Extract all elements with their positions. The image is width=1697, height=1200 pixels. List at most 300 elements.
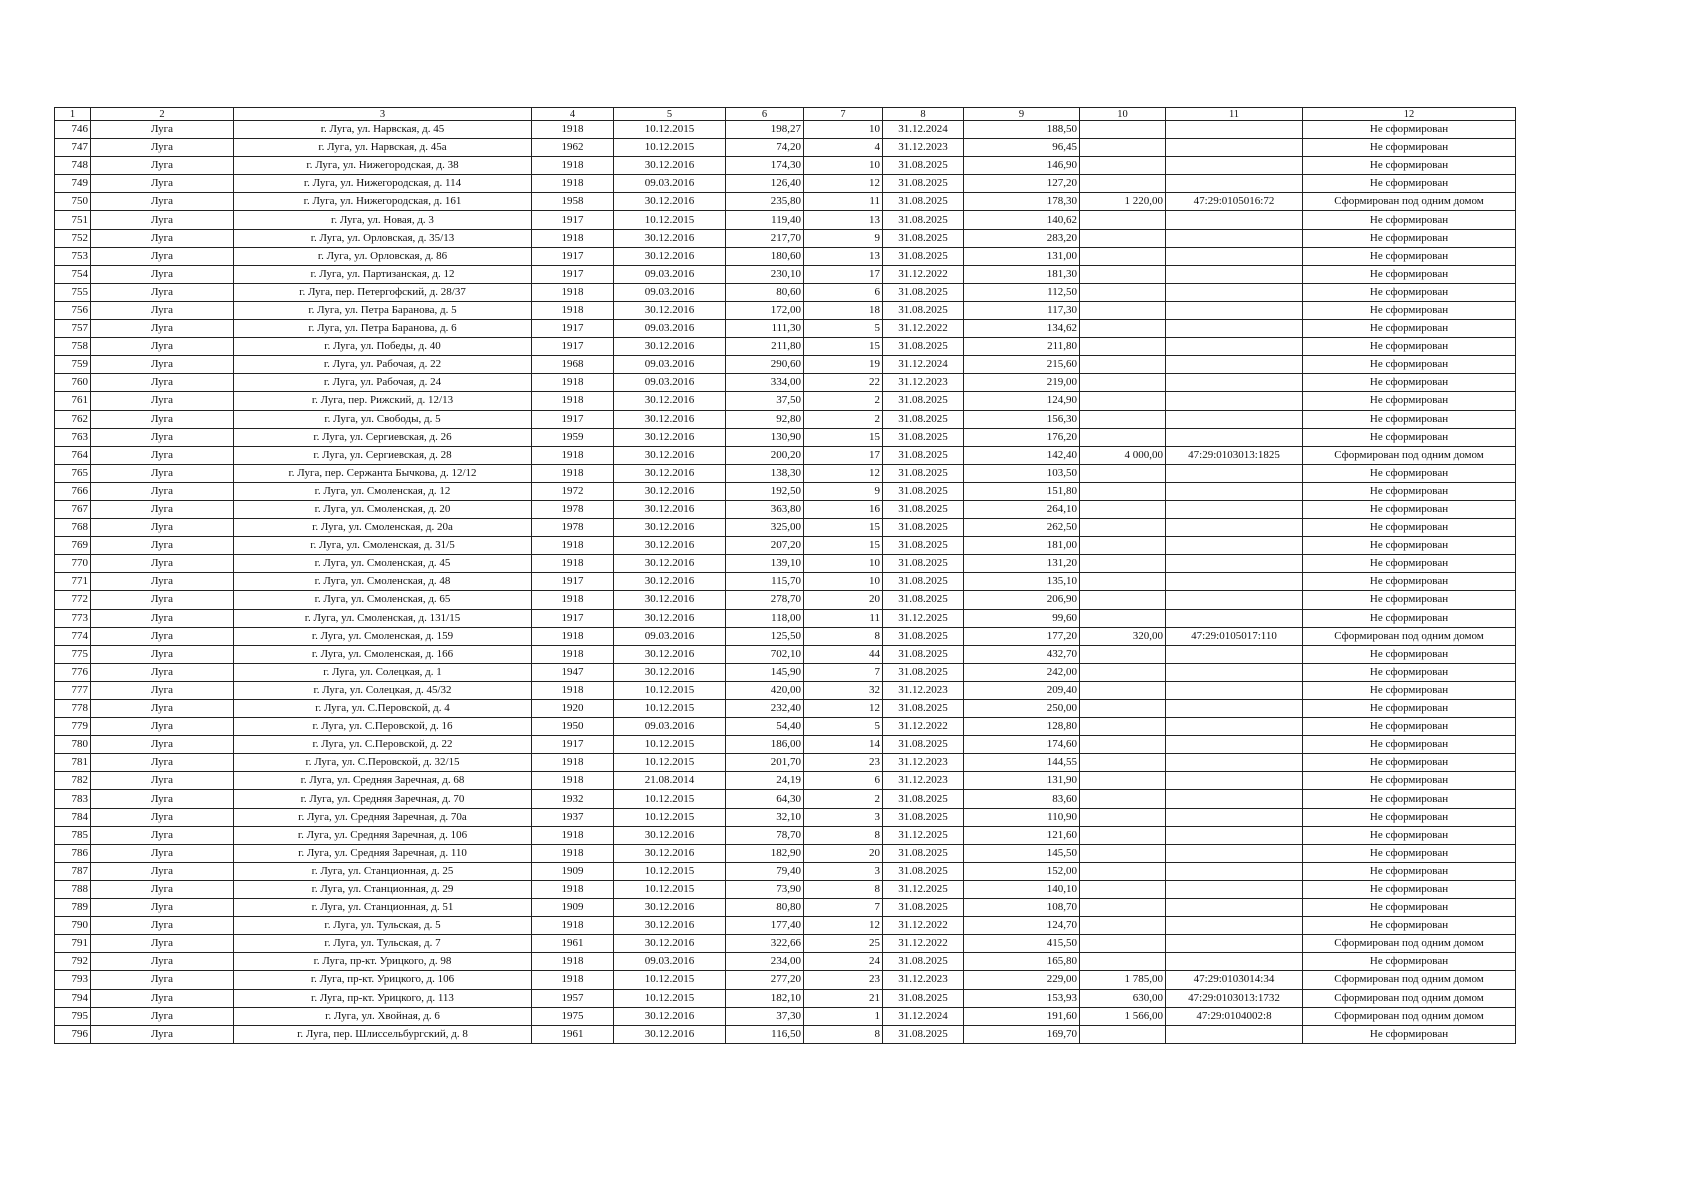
address-cell: г. Луга, ул. Средняя Заречная, д. 70 <box>234 790 532 808</box>
address-cell: г. Луга, ул. С.Перовской, д. 16 <box>234 718 532 736</box>
land-area-cell <box>1080 917 1166 935</box>
build-year-cell: 1918 <box>532 754 614 772</box>
table-row <box>55 700 1516 718</box>
build-year-cell: 1918 <box>532 555 614 573</box>
land-area-cell <box>1080 519 1166 537</box>
address-cell: г. Луга, ул. Солецкая, д. 1 <box>234 663 532 681</box>
row-number-cell: 769 <box>55 537 91 555</box>
build-year-cell: 1918 <box>532 301 614 319</box>
cadastral-number-cell <box>1166 555 1303 573</box>
deadline-date-cell: 31.12.2024 <box>883 356 964 374</box>
area-value-cell: 156,30 <box>964 410 1080 428</box>
row-number-cell: 782 <box>55 772 91 790</box>
cadastral-number-cell <box>1166 247 1303 265</box>
settlement-name-cell: Луга <box>91 935 234 953</box>
address-cell: г. Луга, ул. Смоленская, д. 159 <box>234 627 532 645</box>
land-area-cell <box>1080 283 1166 301</box>
address-cell: г. Луга, ул. Нарвская, д. 45а <box>234 139 532 157</box>
table-row <box>55 356 1516 374</box>
land-status-cell: Не сформирован <box>1303 157 1516 175</box>
date-cell: 30.12.2016 <box>614 555 726 573</box>
address-cell: г. Луга, ул. Средняя Заречная, д. 68 <box>234 772 532 790</box>
cadastral-number-cell <box>1166 301 1303 319</box>
land-status-cell: Сформирован под одним домом <box>1303 627 1516 645</box>
count-value-cell: 8 <box>804 880 883 898</box>
address-cell: г. Луга, ул. Станционная, д. 51 <box>234 899 532 917</box>
land-status-cell: Не сформирован <box>1303 229 1516 247</box>
settlement-name-cell: Луга <box>91 482 234 500</box>
date-cell: 10.12.2015 <box>614 790 726 808</box>
cadastral-number-cell <box>1166 935 1303 953</box>
land-status-cell: Не сформирован <box>1303 591 1516 609</box>
row-number-cell: 751 <box>55 211 91 229</box>
area-value-cell: 152,00 <box>964 862 1080 880</box>
deadline-date-cell: 31.08.2025 <box>883 645 964 663</box>
land-status-cell: Не сформирован <box>1303 790 1516 808</box>
deadline-date-cell: 31.08.2025 <box>883 790 964 808</box>
table-row <box>55 482 1516 500</box>
address-cell: г. Луга, ул. Орловская, д. 35/13 <box>234 229 532 247</box>
row-number-cell: 770 <box>55 555 91 573</box>
deadline-date-cell: 31.08.2025 <box>883 1025 964 1043</box>
cadastral-number-cell <box>1166 139 1303 157</box>
cadastral-number-cell <box>1166 772 1303 790</box>
address-cell: г. Луга, ул. Смоленская, д. 65 <box>234 591 532 609</box>
area-value-cell: 209,40 <box>964 681 1080 699</box>
count-value-cell: 16 <box>804 500 883 518</box>
land-area-cell <box>1080 862 1166 880</box>
count-value-cell: 12 <box>804 917 883 935</box>
area-value-cell: 130,90 <box>726 428 804 446</box>
table-row <box>55 790 1516 808</box>
settlement-name-cell: Луга <box>91 537 234 555</box>
land-status-cell: Не сформирован <box>1303 265 1516 283</box>
cadastral-number-cell <box>1166 410 1303 428</box>
land-area-cell <box>1080 935 1166 953</box>
settlement-name-cell: Луга <box>91 193 234 211</box>
cadastral-number-cell <box>1166 844 1303 862</box>
area-value-cell: 264,10 <box>964 500 1080 518</box>
row-number-cell: 764 <box>55 446 91 464</box>
table-row <box>55 247 1516 265</box>
row-number-cell: 774 <box>55 627 91 645</box>
area-value-cell: 325,00 <box>726 519 804 537</box>
column-number: 7 <box>804 108 883 121</box>
date-cell: 21.08.2014 <box>614 772 726 790</box>
count-value-cell: 2 <box>804 410 883 428</box>
area-value-cell: 415,50 <box>964 935 1080 953</box>
land-area-cell <box>1080 338 1166 356</box>
row-number-cell: 773 <box>55 609 91 627</box>
table-row <box>55 283 1516 301</box>
count-value-cell: 20 <box>804 844 883 862</box>
table-row <box>55 971 1516 989</box>
settlement-name-cell: Луга <box>91 211 234 229</box>
build-year-cell: 1917 <box>532 320 614 338</box>
date-cell: 30.12.2016 <box>614 519 726 537</box>
build-year-cell: 1909 <box>532 862 614 880</box>
date-cell: 30.12.2016 <box>614 338 726 356</box>
area-value-cell: 172,00 <box>726 301 804 319</box>
land-area-cell <box>1080 247 1166 265</box>
area-value-cell: 103,50 <box>964 464 1080 482</box>
land-status-cell: Сформирован под одним домом <box>1303 989 1516 1007</box>
count-value-cell: 7 <box>804 899 883 917</box>
table-row <box>55 193 1516 211</box>
area-value-cell: 174,30 <box>726 157 804 175</box>
table-row <box>55 718 1516 736</box>
land-status-cell: Не сформирован <box>1303 953 1516 971</box>
date-cell: 30.12.2016 <box>614 482 726 500</box>
land-status-cell: Не сформирован <box>1303 537 1516 555</box>
area-value-cell: 181,00 <box>964 537 1080 555</box>
area-value-cell: 108,70 <box>964 899 1080 917</box>
land-status-cell: Сформирован под одним домом <box>1303 935 1516 953</box>
count-value-cell: 15 <box>804 537 883 555</box>
cadastral-number-cell <box>1166 663 1303 681</box>
row-number-cell: 765 <box>55 464 91 482</box>
deadline-date-cell: 31.08.2025 <box>883 410 964 428</box>
deadline-date-cell: 31.08.2025 <box>883 301 964 319</box>
build-year-cell: 1950 <box>532 718 614 736</box>
row-number-cell: 768 <box>55 519 91 537</box>
table-row <box>55 1007 1516 1025</box>
settlement-name-cell: Луга <box>91 356 234 374</box>
settlement-name-cell: Луга <box>91 392 234 410</box>
date-cell: 10.12.2015 <box>614 700 726 718</box>
build-year-cell: 1947 <box>532 663 614 681</box>
settlement-name-cell: Луга <box>91 157 234 175</box>
deadline-date-cell: 31.08.2025 <box>883 700 964 718</box>
cadastral-number-cell <box>1166 356 1303 374</box>
table-row <box>55 175 1516 193</box>
land-area-cell <box>1080 772 1166 790</box>
land-area-cell <box>1080 736 1166 754</box>
cadastral-number-cell <box>1166 754 1303 772</box>
address-cell: г. Луга, ул. Петра Баранова, д. 5 <box>234 301 532 319</box>
date-cell: 10.12.2015 <box>614 971 726 989</box>
address-cell: г. Луга, ул. С.Перовской, д. 22 <box>234 736 532 754</box>
row-number-cell: 776 <box>55 663 91 681</box>
area-value-cell: 278,70 <box>726 591 804 609</box>
build-year-cell: 1961 <box>532 1025 614 1043</box>
land-area-cell <box>1080 482 1166 500</box>
land-area-cell <box>1080 844 1166 862</box>
count-value-cell: 15 <box>804 338 883 356</box>
cadastral-number-cell <box>1166 320 1303 338</box>
count-value-cell: 15 <box>804 519 883 537</box>
build-year-cell: 1917 <box>532 410 614 428</box>
land-status-cell: Не сформирован <box>1303 464 1516 482</box>
table-row <box>55 573 1516 591</box>
date-cell: 30.12.2016 <box>614 899 726 917</box>
row-number-cell: 755 <box>55 283 91 301</box>
count-value-cell: 14 <box>804 736 883 754</box>
date-cell: 10.12.2015 <box>614 736 726 754</box>
cadastral-number-cell <box>1166 917 1303 935</box>
date-cell: 30.12.2016 <box>614 917 726 935</box>
cadastral-number-cell <box>1166 392 1303 410</box>
count-value-cell: 20 <box>804 591 883 609</box>
area-value-cell: 177,20 <box>964 627 1080 645</box>
table-row <box>55 627 1516 645</box>
count-value-cell: 23 <box>804 754 883 772</box>
table-row <box>55 826 1516 844</box>
count-value-cell: 5 <box>804 718 883 736</box>
land-status-cell: Не сформирован <box>1303 211 1516 229</box>
area-value-cell: 151,80 <box>964 482 1080 500</box>
date-cell: 30.12.2016 <box>614 1007 726 1025</box>
cadastral-number-cell <box>1166 718 1303 736</box>
address-cell: г. Луга, ул. Станционная, д. 25 <box>234 862 532 880</box>
housing-registry-table <box>54 107 1516 1044</box>
row-number-cell: 781 <box>55 754 91 772</box>
deadline-date-cell: 31.08.2025 <box>883 247 964 265</box>
settlement-name-cell: Луга <box>91 573 234 591</box>
build-year-cell: 1918 <box>532 392 614 410</box>
area-value-cell: 432,70 <box>964 645 1080 663</box>
build-year-cell: 1972 <box>532 482 614 500</box>
count-value-cell: 25 <box>804 935 883 953</box>
row-number-cell: 787 <box>55 862 91 880</box>
settlement-name-cell: Луга <box>91 736 234 754</box>
column-number: 5 <box>614 108 726 121</box>
address-cell: г. Луга, ул. Тульская, д. 5 <box>234 917 532 935</box>
area-value-cell: 126,40 <box>726 175 804 193</box>
area-value-cell: 174,60 <box>964 736 1080 754</box>
build-year-cell: 1917 <box>532 247 614 265</box>
row-number-cell: 794 <box>55 989 91 1007</box>
address-cell: г. Луга, ул. Станционная, д. 29 <box>234 880 532 898</box>
build-year-cell: 1918 <box>532 772 614 790</box>
table-row <box>55 500 1516 518</box>
table-row <box>55 157 1516 175</box>
table-row <box>55 917 1516 935</box>
table-row <box>55 772 1516 790</box>
address-cell: г. Луга, ул. Петра Баранова, д. 6 <box>234 320 532 338</box>
cadastral-number-cell <box>1166 700 1303 718</box>
area-value-cell: 182,10 <box>726 989 804 1007</box>
row-number-cell: 749 <box>55 175 91 193</box>
cadastral-number-cell <box>1166 482 1303 500</box>
deadline-date-cell: 31.08.2025 <box>883 482 964 500</box>
count-value-cell: 44 <box>804 645 883 663</box>
count-value-cell: 3 <box>804 808 883 826</box>
table-row <box>55 464 1516 482</box>
area-value-cell: 363,80 <box>726 500 804 518</box>
column-number: 6 <box>726 108 804 121</box>
settlement-name-cell: Луга <box>91 880 234 898</box>
cadastral-number-cell <box>1166 953 1303 971</box>
table-row <box>55 645 1516 663</box>
cadastral-number-cell <box>1166 899 1303 917</box>
land-area-cell <box>1080 320 1166 338</box>
address-cell: г. Луга, ул. Средняя Заречная, д. 106 <box>234 826 532 844</box>
area-value-cell: 64,30 <box>726 790 804 808</box>
address-cell: г. Луга, ул. Смоленская, д. 12 <box>234 482 532 500</box>
build-year-cell: 1918 <box>532 591 614 609</box>
date-cell: 10.12.2015 <box>614 880 726 898</box>
deadline-date-cell: 31.08.2025 <box>883 428 964 446</box>
land-status-cell: Не сформирован <box>1303 663 1516 681</box>
row-number-cell: 766 <box>55 482 91 500</box>
address-cell: г. Луга, ул. Солецкая, д. 45/32 <box>234 681 532 699</box>
row-number-cell: 762 <box>55 410 91 428</box>
column-number-row <box>55 108 1516 121</box>
table-row <box>55 989 1516 1007</box>
date-cell: 30.12.2016 <box>614 591 726 609</box>
land-status-cell: Сформирован под одним домом <box>1303 1007 1516 1025</box>
land-status-cell: Не сформирован <box>1303 428 1516 446</box>
area-value-cell: 146,90 <box>964 157 1080 175</box>
row-number-cell: 753 <box>55 247 91 265</box>
address-cell: г. Луга, пер. Сержанта Бычкова, д. 12/12 <box>234 464 532 482</box>
land-area-cell <box>1080 139 1166 157</box>
build-year-cell: 1918 <box>532 971 614 989</box>
deadline-date-cell: 31.08.2025 <box>883 211 964 229</box>
count-value-cell: 1 <box>804 1007 883 1025</box>
count-value-cell: 9 <box>804 229 883 247</box>
column-number: 3 <box>234 108 532 121</box>
row-number-cell: 754 <box>55 265 91 283</box>
cadastral-number-cell <box>1166 573 1303 591</box>
count-value-cell: 22 <box>804 374 883 392</box>
date-cell: 09.03.2016 <box>614 718 726 736</box>
row-number-cell: 752 <box>55 229 91 247</box>
land-status-cell: Не сформирован <box>1303 899 1516 917</box>
build-year-cell: 1968 <box>532 356 614 374</box>
column-number: 11 <box>1166 108 1303 121</box>
cadastral-number-cell <box>1166 609 1303 627</box>
build-year-cell: 1918 <box>532 175 614 193</box>
address-cell: г. Луга, пр-кт. Урицкого, д. 98 <box>234 953 532 971</box>
table-row <box>55 139 1516 157</box>
area-value-cell: 140,10 <box>964 880 1080 898</box>
build-year-cell: 1978 <box>532 500 614 518</box>
area-value-cell: 702,10 <box>726 645 804 663</box>
land-status-cell: Не сформирован <box>1303 880 1516 898</box>
land-area-cell <box>1080 157 1166 175</box>
build-year-cell: 1957 <box>532 989 614 1007</box>
land-status-cell: Сформирован под одним домом <box>1303 971 1516 989</box>
area-value-cell: 234,00 <box>726 953 804 971</box>
land-status-cell: Не сформирован <box>1303 718 1516 736</box>
date-cell: 09.03.2016 <box>614 320 726 338</box>
area-value-cell: 32,10 <box>726 808 804 826</box>
land-area-cell <box>1080 609 1166 627</box>
date-cell: 10.12.2015 <box>614 139 726 157</box>
cadastral-number-cell: 47:29:0105016:72 <box>1166 193 1303 211</box>
table-row <box>55 663 1516 681</box>
settlement-name-cell: Луга <box>91 862 234 880</box>
table-row <box>55 862 1516 880</box>
count-value-cell: 12 <box>804 464 883 482</box>
date-cell: 09.03.2016 <box>614 627 726 645</box>
row-number-cell: 760 <box>55 374 91 392</box>
area-value-cell: 139,10 <box>726 555 804 573</box>
land-area-cell <box>1080 301 1166 319</box>
date-cell: 30.12.2016 <box>614 301 726 319</box>
date-cell: 30.12.2016 <box>614 935 726 953</box>
count-value-cell: 17 <box>804 265 883 283</box>
land-area-cell <box>1080 356 1166 374</box>
land-area-cell <box>1080 121 1166 139</box>
deadline-date-cell: 31.12.2022 <box>883 917 964 935</box>
count-value-cell: 13 <box>804 211 883 229</box>
land-status-cell: Не сформирован <box>1303 808 1516 826</box>
table-row <box>55 410 1516 428</box>
cadastral-number-cell <box>1166 283 1303 301</box>
count-value-cell: 5 <box>804 320 883 338</box>
area-value-cell: 99,60 <box>964 609 1080 627</box>
land-status-cell: Не сформирован <box>1303 700 1516 718</box>
land-area-cell <box>1080 573 1166 591</box>
land-area-cell <box>1080 880 1166 898</box>
date-cell: 30.12.2016 <box>614 464 726 482</box>
table-row <box>55 392 1516 410</box>
land-status-cell: Не сформирован <box>1303 338 1516 356</box>
land-area-cell <box>1080 645 1166 663</box>
area-value-cell: 119,40 <box>726 211 804 229</box>
date-cell: 30.12.2016 <box>614 826 726 844</box>
area-value-cell: 211,80 <box>964 338 1080 356</box>
deadline-date-cell: 31.08.2025 <box>883 989 964 1007</box>
row-number-cell: 757 <box>55 320 91 338</box>
cadastral-number-cell <box>1166 808 1303 826</box>
cadastral-number-cell <box>1166 537 1303 555</box>
land-status-cell: Не сформирован <box>1303 139 1516 157</box>
deadline-date-cell: 31.08.2025 <box>883 555 964 573</box>
land-area-cell <box>1080 537 1166 555</box>
count-value-cell: 2 <box>804 392 883 410</box>
count-value-cell: 10 <box>804 121 883 139</box>
area-value-cell: 79,40 <box>726 862 804 880</box>
settlement-name-cell: Луга <box>91 555 234 573</box>
row-number-cell: 790 <box>55 917 91 935</box>
land-status-cell: Не сформирован <box>1303 301 1516 319</box>
date-cell: 10.12.2015 <box>614 862 726 880</box>
settlement-name-cell: Луга <box>91 446 234 464</box>
area-value-cell: 322,66 <box>726 935 804 953</box>
settlement-name-cell: Луга <box>91 229 234 247</box>
table-row <box>55 609 1516 627</box>
area-value-cell: 121,60 <box>964 826 1080 844</box>
settlement-name-cell: Луга <box>91 971 234 989</box>
table-row <box>55 320 1516 338</box>
area-value-cell: 115,70 <box>726 573 804 591</box>
cadastral-number-cell <box>1166 229 1303 247</box>
land-status-cell: Не сформирован <box>1303 681 1516 699</box>
cadastral-number-cell <box>1166 265 1303 283</box>
area-value-cell: 145,50 <box>964 844 1080 862</box>
row-number-cell: 746 <box>55 121 91 139</box>
count-value-cell: 11 <box>804 609 883 627</box>
deadline-date-cell: 31.08.2025 <box>883 844 964 862</box>
cadastral-number-cell: 47:29:0103014:34 <box>1166 971 1303 989</box>
count-value-cell: 18 <box>804 301 883 319</box>
row-number-cell: 763 <box>55 428 91 446</box>
count-value-cell: 10 <box>804 157 883 175</box>
count-value-cell: 8 <box>804 826 883 844</box>
date-cell: 30.12.2016 <box>614 645 726 663</box>
build-year-cell: 1918 <box>532 917 614 935</box>
settlement-name-cell: Луга <box>91 899 234 917</box>
date-cell: 30.12.2016 <box>614 247 726 265</box>
area-value-cell: 290,60 <box>726 356 804 374</box>
table-row <box>55 121 1516 139</box>
area-value-cell: 242,00 <box>964 663 1080 681</box>
date-cell: 30.12.2016 <box>614 229 726 247</box>
